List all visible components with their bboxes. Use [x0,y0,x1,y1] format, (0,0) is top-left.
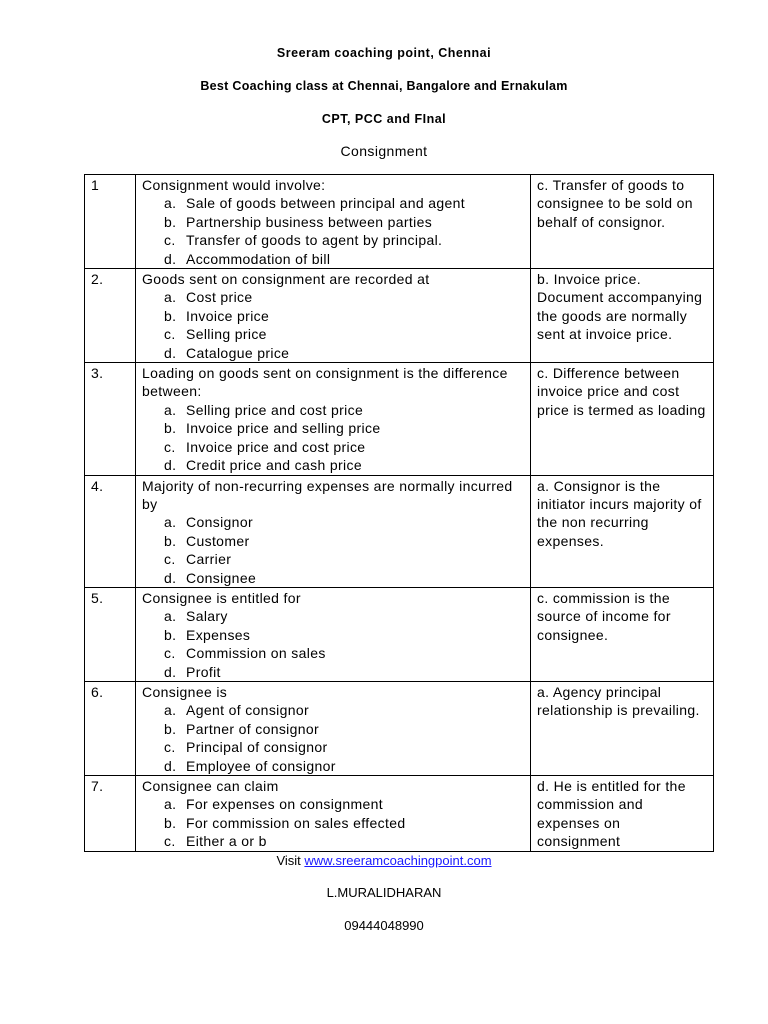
option-text: Consignee [186,569,257,586]
option-item [164,325,524,343]
header-title: Sreeram coaching point, Chennai [276,46,492,60]
question-number: 4. [85,475,136,587]
answer-cell: c. commission is the source of income for consignee. [531,587,714,681]
option-letter: b. [164,420,177,437]
question-text: Consignment would involve: [142,177,326,193]
option-text: For expenses on consignment [186,796,384,813]
table-row [85,587,714,681]
option-letter: a. [164,514,177,531]
option-text: Invoice price and cost price [186,438,366,455]
visit-label: Visit [276,853,305,868]
option-letter: c. [164,645,176,662]
question-cell [136,269,531,363]
option-letter: a. [164,796,177,813]
header-courses: CPT, PCC and FInal [321,112,447,126]
table-row [85,681,714,775]
option-item [164,701,524,719]
option-letter: b. [164,626,177,643]
option-text: Employee of consignor [186,757,336,774]
option-letter: c. [164,551,176,568]
option-item [164,438,524,456]
question-text: Majority of non-recurring expenses are normally incurred by [142,477,513,512]
options-list [142,607,524,681]
option-letter: b. [164,307,177,324]
option-letter: d. [164,569,177,586]
phone-number: 09444048990 [344,918,424,933]
option-item [164,419,524,437]
answer-cell: a. Agency principal relationship is prevailing. [531,681,714,775]
option-text: Cost price [186,289,253,306]
option-text: Salary [186,608,228,625]
option-letter: c. [164,326,176,343]
option-letter: a. [164,702,177,719]
table-row [85,776,714,852]
option-letter: c. [164,833,176,850]
question-cell [136,776,531,852]
option-letter: c. [164,739,176,756]
option-text: Catalogue price [186,344,290,361]
option-letter: b. [164,720,177,737]
option-text: Commission on sales [186,645,326,662]
option-item [164,513,524,531]
option-letter: d. [164,663,177,680]
option-item [164,194,524,212]
option-item [164,401,524,419]
question-number: 5. [85,587,136,681]
option-item [164,757,524,775]
question-cell [136,681,531,775]
option-item [164,738,524,756]
table-row [85,175,714,269]
option-letter: a. [164,195,177,212]
option-letter: a. [164,289,177,306]
option-letter: b. [164,213,177,230]
topic-heading: Consignment [340,143,428,159]
option-text: Accommodation of bill [186,250,331,267]
question-cell [136,587,531,681]
option-text: Either a or b [186,833,267,850]
header-subtitle: Best Coaching class at Chennai, Bangalore and Ernakulam [200,79,568,93]
option-text: Partnership business between parties [186,213,433,230]
option-text: Selling price and cost price [186,401,364,418]
options-list [142,194,524,268]
option-item [164,626,524,644]
option-text: Principal of consignor [186,739,328,756]
option-item [164,720,524,738]
question-text: Consignee is entitled for [142,589,301,606]
option-text: Consignor [186,514,253,531]
option-text: Partner of consignor [186,720,320,737]
visit-line [0,853,768,868]
answer-cell: c. Difference between invoice price and cost price is termed as loading [531,363,714,475]
question-number: 7. [85,776,136,852]
option-letter: d. [164,344,177,361]
answer-cell: c. Transfer of goods to consignee to be sold on behalf of consignor. [531,175,714,269]
option-letter: c. [164,438,176,455]
option-item [164,795,524,813]
website-link[interactable]: www.sreeramcoachingpoint.com [304,853,492,868]
question-number: 2. [85,269,136,363]
option-item [164,663,524,681]
question-text: Consignee is [142,683,228,700]
question-number: 6. [85,681,136,775]
option-item [164,456,524,474]
option-item [164,607,524,625]
option-text: Selling price [186,326,267,343]
option-text: Invoice price and selling price [186,420,381,437]
option-letter: c. [164,232,176,249]
option-text: Expenses [186,626,251,643]
options-list [142,401,524,475]
option-letter: a. [164,608,177,625]
question-text: Goods sent on consignment are recorded at [142,271,430,288]
table-row [85,475,714,587]
option-text: For commission on sales effected [186,814,406,831]
answer-cell: b. Invoice price. Document accompanying the goods are normally sent at invoice price. [531,269,714,363]
option-letter: b. [164,532,177,549]
options-list [142,288,524,362]
option-text: Credit price and cash price [186,457,362,474]
option-text: Sale of goods between principal and agent [186,195,465,212]
option-item [164,231,524,249]
answer-cell: d. He is entitled for the commission and expenses on consignment [531,776,714,852]
table-row [85,363,714,475]
option-text: Agent of consignor [186,702,310,719]
option-letter: d. [164,250,177,267]
option-text: Invoice price [186,307,270,324]
option-item [164,644,524,662]
option-item [164,569,524,587]
option-item [164,550,524,568]
author-name: L.MURALIDHARAN [326,885,442,900]
option-item [164,213,524,231]
option-letter: d. [164,757,177,774]
option-item [164,307,524,325]
question-cell [136,475,531,587]
option-letter: a. [164,401,177,418]
option-text: Transfer of goods to agent by principal. [186,232,443,249]
question-cell [136,175,531,269]
option-letter: d. [164,457,177,474]
options-list [142,701,524,775]
option-text: Profit [186,663,221,680]
option-item [164,250,524,268]
option-item [164,832,524,850]
option-item [164,532,524,550]
question-number: 1 [85,175,136,269]
qa-table [84,174,714,852]
question-number: 3. [85,363,136,475]
options-list [142,513,524,587]
option-item [164,814,524,832]
options-list [142,795,524,850]
option-text: Carrier [186,551,232,568]
option-text: Customer [186,532,250,549]
question-cell [136,363,531,475]
option-letter: b. [164,814,177,831]
question-text: Consignee can claim [142,778,279,794]
table-row [85,269,714,363]
question-text: Loading on goods sent on consignment is the difference between: [142,365,508,400]
answer-cell: a. Consignor is the initiator incurs majority of the non recurring expenses. [531,475,714,587]
option-item [164,288,524,306]
option-item [164,344,524,362]
